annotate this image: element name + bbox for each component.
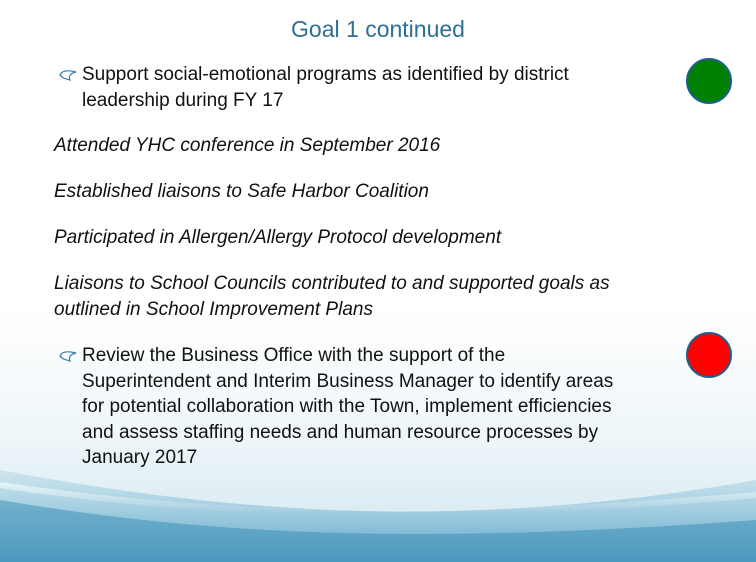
note-item: Liaisons to School Councils contributed to and supported goals as outlined in School Improvement Plans: [54, 273, 610, 320]
slide-title: Goal 1 continued: [291, 16, 465, 42]
bullet-item: [58, 343, 638, 471]
bullet-glyph-icon: [58, 62, 82, 87]
bullet-glyph-icon: [58, 343, 82, 368]
note-item: Participated in Allergen/Allergy Protocol development: [54, 227, 502, 248]
status-indicator-red: [686, 332, 732, 378]
note-item: Attended YHC conference in September 2016: [54, 135, 441, 156]
bullet-text: Support social-emotional programs as identified by district leadership during FY 17: [82, 64, 569, 111]
note-item: Established liaisons to Safe Harbor Coalition: [54, 181, 429, 202]
bullet-text: Review the Business Office with the support of the Superintendent and Interim Business Manager to identify areas for potential collaboration with the Town, implement efficiencies and assess staffing needs and human resource processes by January 2017: [82, 345, 614, 468]
bullet-item: [58, 62, 658, 113]
status-indicator-green: [686, 58, 732, 104]
